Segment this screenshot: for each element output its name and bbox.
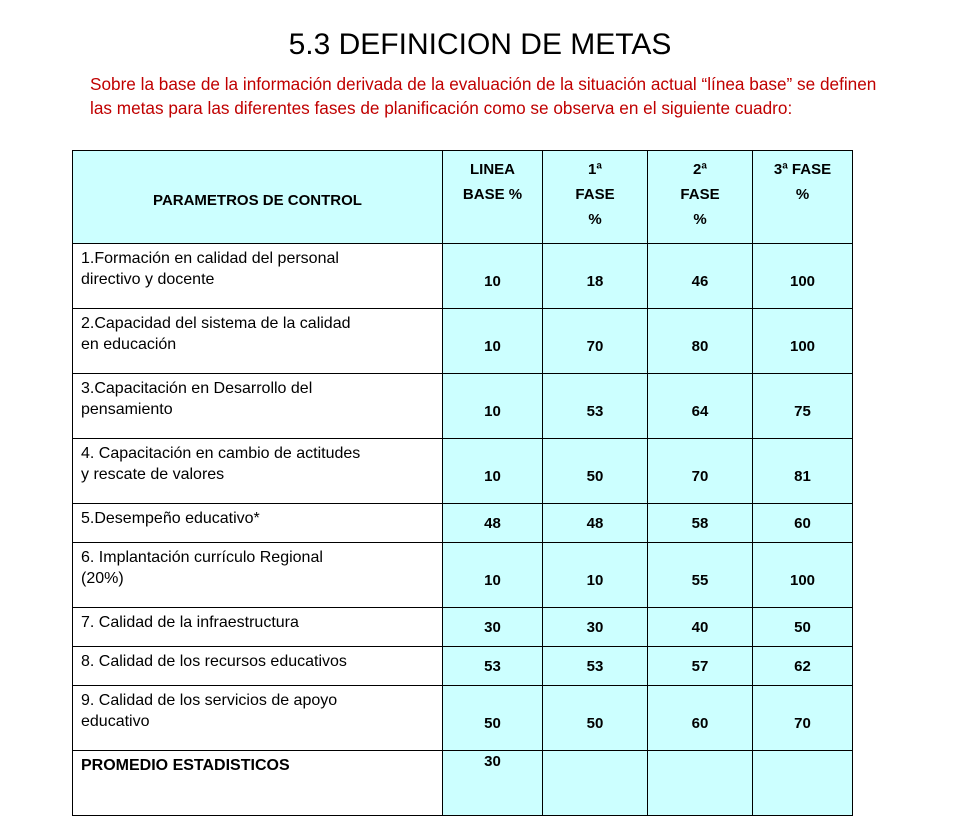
table-header-row <box>73 151 853 244</box>
value-linea-base: 10 <box>443 374 543 439</box>
value-fase-2: 70 <box>648 439 753 504</box>
value-fase-3: 70 <box>753 686 853 751</box>
header-fase-2 <box>648 151 753 244</box>
value-linea-base: 53 <box>443 647 543 686</box>
table-row <box>73 504 853 543</box>
value-linea-base: 10 <box>443 439 543 504</box>
value-linea-base: 10 <box>443 244 543 309</box>
header-fase-1-line: % <box>588 211 602 228</box>
value-fase-1: 10 <box>543 543 648 608</box>
header-parametros-label: PARAMETROS DE CONTROL <box>153 191 362 209</box>
value-fase-1: 18 <box>543 244 648 309</box>
header-fase-1-line: FASE <box>575 186 615 203</box>
value-linea-base: 50 <box>443 686 543 751</box>
param-line: (20%) <box>81 570 124 587</box>
value-linea-base: 48 <box>443 504 543 543</box>
table-row <box>73 439 853 504</box>
param-cell <box>73 309 443 374</box>
param-cell <box>73 244 443 309</box>
value-fase-3: 100 <box>753 309 853 374</box>
value-fase-2: 64 <box>648 374 753 439</box>
header-linea-base-line: LINEA <box>470 161 515 178</box>
param-cell <box>73 374 443 439</box>
param-line: 1.Formación en calidad del personal <box>81 250 339 267</box>
value-fase-2: 58 <box>648 504 753 543</box>
value-fase-2: 60 <box>648 686 753 751</box>
header-fase-1-line: 1ª <box>588 161 602 178</box>
param-line: educativo <box>81 713 150 730</box>
intro-paragraph: Sobre la base de la información derivada de la evaluación de la situación actual “línea base” se definen las metas para las diferentes fases de planificación como se observa en el siguiente cuadro: <box>90 74 877 118</box>
value-fase-3: 100 <box>753 543 853 608</box>
header-fase-3-line: 3ª FASE <box>773 161 832 178</box>
value-fase-2: 80 <box>648 309 753 374</box>
header-fase-2-line: 2ª <box>693 161 707 178</box>
header-fase-2-line: % <box>693 211 707 228</box>
table-row <box>73 647 853 686</box>
header-parametros <box>73 151 443 244</box>
param-cell <box>73 608 443 647</box>
header-fase-1 <box>543 151 648 244</box>
value-fase-2: 55 <box>648 543 753 608</box>
header-linea-base <box>443 151 543 244</box>
value-fase-1: 50 <box>543 439 648 504</box>
value-linea-base: 30 <box>443 608 543 647</box>
value-fase-1: 30 <box>543 608 648 647</box>
param-cell <box>73 751 443 816</box>
param-line: 8. Calidad de los recursos educativos <box>81 653 347 670</box>
value-fase-1: 70 <box>543 309 648 374</box>
param-line: 2.Capacidad del sistema de la calidad <box>81 315 351 332</box>
value-fase-3: 75 <box>753 374 853 439</box>
param-line: 4. Capacitación en cambio de actitudes <box>81 445 361 462</box>
value-fase-2: 57 <box>648 647 753 686</box>
param-line: en educación <box>81 336 177 353</box>
value-fase-3: 60 <box>753 504 853 543</box>
value-fase-3: 100 <box>753 244 853 309</box>
param-cell <box>73 439 443 504</box>
param-line: PROMEDIO ESTADISTICOS <box>81 757 290 774</box>
value-fase-3 <box>753 751 853 816</box>
value-fase-3: 81 <box>753 439 853 504</box>
value-fase-1 <box>543 751 648 816</box>
value-fase-1: 53 <box>543 374 648 439</box>
value-fase-1: 53 <box>543 647 648 686</box>
param-line: 6. Implantación currículo Regional <box>81 549 323 566</box>
param-line: 5.Desempeño educativo* <box>81 510 260 527</box>
param-line: 7. Calidad de la infraestructura <box>81 614 299 631</box>
param-line: y rescate de valores <box>81 466 225 483</box>
header-fase-2-line: FASE <box>680 186 720 203</box>
table-row <box>73 374 853 439</box>
value-linea-base: 10 <box>443 543 543 608</box>
param-cell <box>73 647 443 686</box>
table-row <box>73 543 853 608</box>
table-row-promedio <box>73 751 853 816</box>
value-fase-3: 62 <box>753 647 853 686</box>
param-line: pensamiento <box>81 401 173 418</box>
table-row <box>73 244 853 309</box>
page-title: 5.3 DEFINICION DE METAS <box>288 28 672 61</box>
table-row <box>73 309 853 374</box>
param-cell <box>73 504 443 543</box>
value-fase-2: 46 <box>648 244 753 309</box>
header-fase-3-line: % <box>795 186 810 203</box>
param-line: 3.Capacitación en Desarrollo del <box>81 380 313 397</box>
param-cell <box>73 686 443 751</box>
value-fase-2: 40 <box>648 608 753 647</box>
value-fase-2 <box>648 751 753 816</box>
metas-table <box>72 150 853 816</box>
header-linea-base-line: BASE % <box>462 186 523 203</box>
param-line: directivo y docente <box>81 271 215 288</box>
param-cell <box>73 543 443 608</box>
param-line: 9. Calidad de los servicios de apoyo <box>81 692 338 709</box>
value-linea-base: 30 <box>443 751 543 816</box>
header-fase-3 <box>753 151 853 244</box>
table-row <box>73 686 853 751</box>
value-fase-1: 50 <box>543 686 648 751</box>
table-row <box>73 608 853 647</box>
value-linea-base: 10 <box>443 309 543 374</box>
value-fase-3: 50 <box>753 608 853 647</box>
value-fase-1: 48 <box>543 504 648 543</box>
